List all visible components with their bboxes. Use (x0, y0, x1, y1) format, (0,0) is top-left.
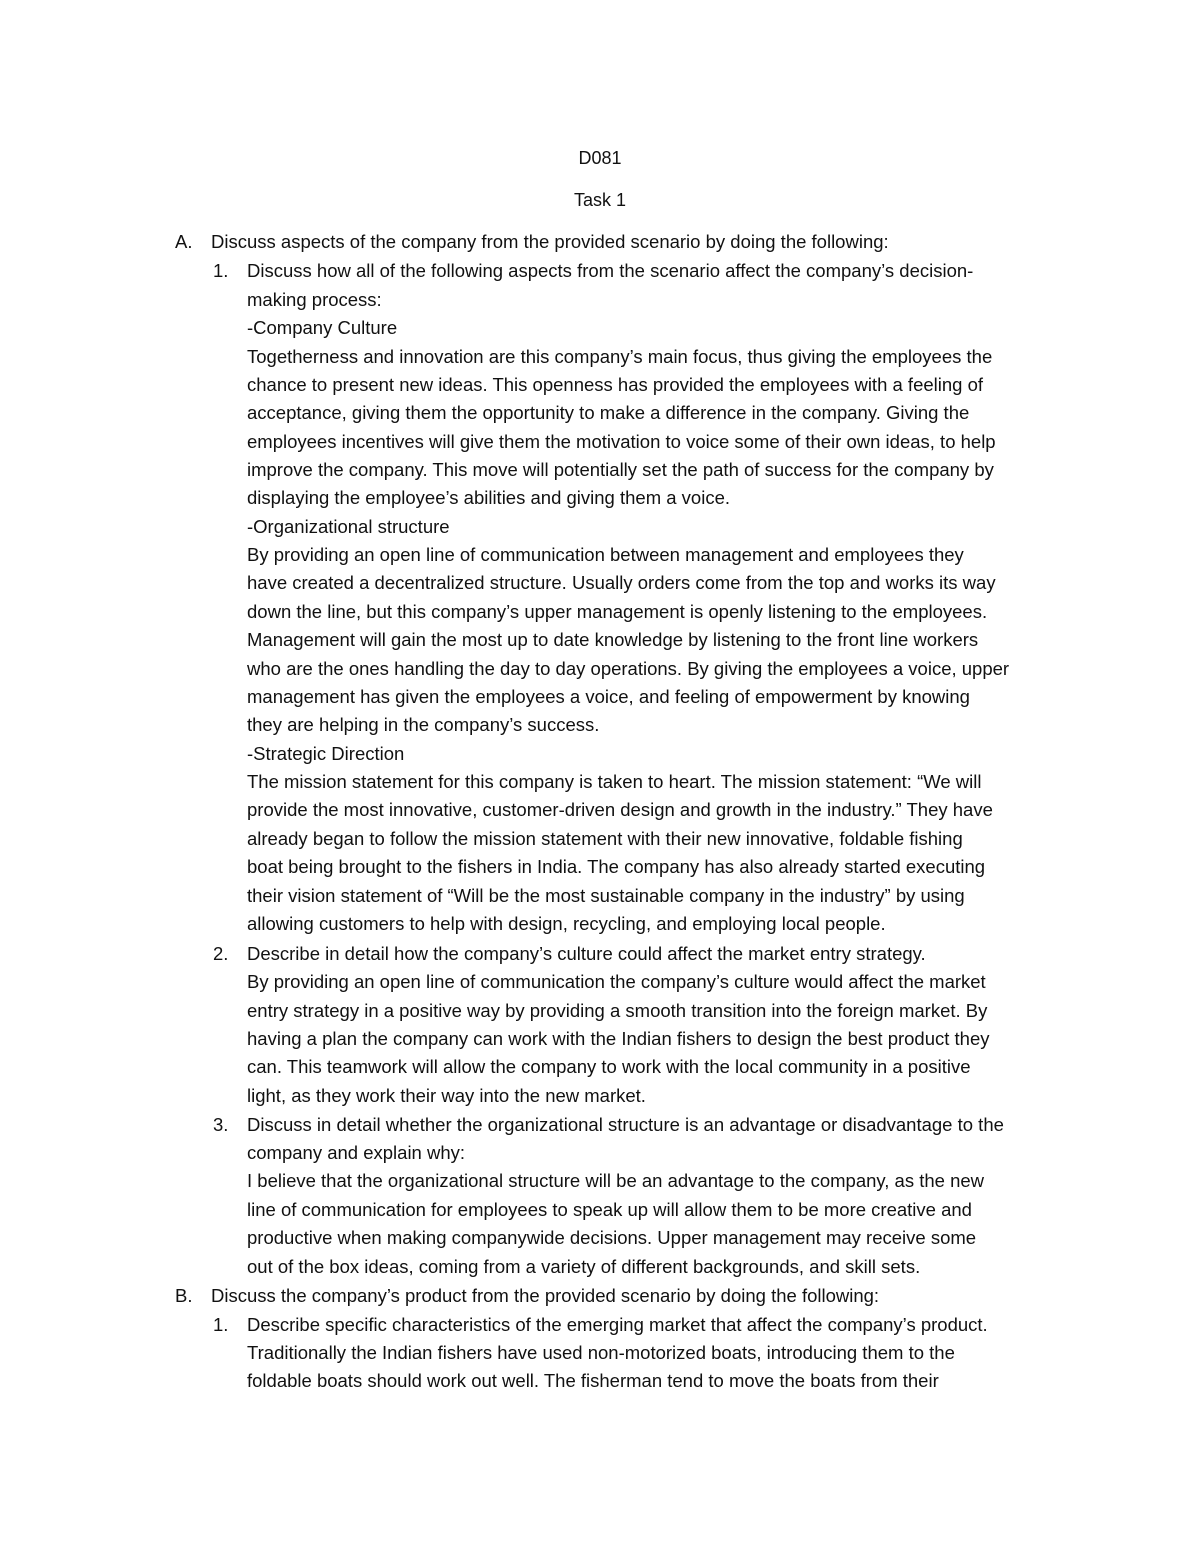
item-a1-body-line: displaying the employee’s abilities and giving them a voice. (247, 487, 730, 508)
item-b1-body-line: Traditionally the Indian fishers have used non-motorized boats, introducing them to the (247, 1342, 955, 1363)
item-a1-body-line: allowing customers to help with design, recycling, and employing local people. (247, 913, 886, 934)
item-a1-body-line: The mission statement for this company is taken to heart. The mission statement: “We will (247, 771, 982, 792)
item-marker-a3: 3. (213, 1114, 229, 1135)
item-a1-body-line: Management will gain the most up to date knowledge by listening to the front line workers (247, 629, 979, 650)
item-a3-prompt-line: Discuss in detail whether the organizational structure is an advantage or disadvantage to the (247, 1114, 1004, 1135)
task-title-heading: Task 1 (573, 190, 627, 210)
item-a1-body-line: have created a decentralized structure. Usually orders come from the top and works its way (247, 572, 996, 593)
item-a1-body-line: they are helping in the company’s success. (247, 714, 600, 735)
item-a1-body-line: -Company Culture (247, 317, 398, 338)
item-a2-body-line: entry strategy in a positive way by providing a smooth transition into the foreign market. By (247, 1000, 988, 1021)
item-a1-prompt-line: making process: (247, 289, 382, 310)
item-a1-body-line: who are the ones handling the day to day operations. By giving the employees a voice, upper (247, 658, 1010, 679)
item-a1-body-line: their vision statement of “Will be the most sustainable company in the industry” by using (247, 885, 965, 906)
item-a2-body-line: can. This teamwork will allow the company to work with the local community in a positive (247, 1056, 971, 1077)
section-marker-a: A. (175, 231, 193, 252)
item-a1-body-line: boat being brought to the fishers in India. The company has also already started executing (247, 856, 986, 877)
item-a3-prompt-line: company and explain why: (247, 1142, 466, 1163)
section-marker-b: B. (175, 1285, 193, 1306)
item-a1-prompt-line: Discuss how all of the following aspects from the scenario affect the company’s decision- (247, 260, 974, 281)
course-code-heading: D081 (578, 148, 622, 168)
item-a1-body-line: acceptance, giving them the opportunity to make a difference in the company. Giving the (247, 402, 970, 423)
item-a3-body-line: productive when making companywide decisions. Upper management may receive some (247, 1227, 977, 1248)
item-b1-prompt-line: Describe specific characteristics of the emerging market that affect the company’s product. (247, 1314, 988, 1335)
item-a3-body-line: I believe that the organizational structure will be an advantage to the company, as the new (247, 1170, 985, 1191)
item-a2-body-line: having a plan the company can work with the Indian fishers to design the best product they (247, 1028, 990, 1049)
section-a-prompt: Discuss aspects of the company from the provided scenario by doing the following: (211, 231, 889, 252)
item-a2-prompt-line: Describe in detail how the company’s culture could affect the market entry strategy. (247, 943, 926, 964)
item-a1-body-line: By providing an open line of communication between management and employees they (247, 544, 964, 565)
item-marker-a2: 2. (213, 943, 229, 964)
item-a1-body-line: improve the company. This move will potentially set the path of success for the company by (247, 459, 994, 480)
item-a3-body-line: out of the box ideas, coming from a variety of different backgrounds, and skill sets. (247, 1256, 921, 1277)
item-a1-body-line: already began to follow the mission statement with their new innovative, foldable fishing (247, 828, 963, 849)
item-a1-body-line: provide the most innovative, customer-driven design and growth in the industry.” They have (247, 799, 993, 820)
item-a1-body-line: management has given the employees a voice, and feeling of empowerment by knowing (247, 686, 970, 707)
item-a1-body-line: -Strategic Direction (247, 743, 405, 764)
item-a3-body-line: line of communication for employees to speak up will allow them to be more creative and (247, 1199, 972, 1220)
item-a1-body-line: -Organizational structure (247, 516, 450, 537)
item-a2-body-line: light, as they work their way into the new market. (247, 1085, 646, 1106)
item-marker-a1: 1. (213, 260, 229, 281)
section-b-prompt: Discuss the company’s product from the provided scenario by doing the following: (211, 1285, 880, 1306)
item-a1-body-line: chance to present new ideas. This openness has provided the employees with a feeling of (247, 374, 984, 395)
item-a1-body-line: Togetherness and innovation are this company’s main focus, thus giving the employees the (247, 346, 993, 367)
item-a1-body-line: down the line, but this company’s upper management is openly listening to the employees. (247, 601, 988, 622)
item-a2-body-line: By providing an open line of communication the company’s culture would affect the market (247, 971, 986, 992)
item-a1-body-line: employees incentives will give them the motivation to voice some of their own ideas, to help (247, 431, 996, 452)
item-b1-body-line: foldable boats should work out well. The fisherman tend to move the boats from their (247, 1370, 939, 1391)
item-marker-b1: 1. (213, 1314, 229, 1335)
